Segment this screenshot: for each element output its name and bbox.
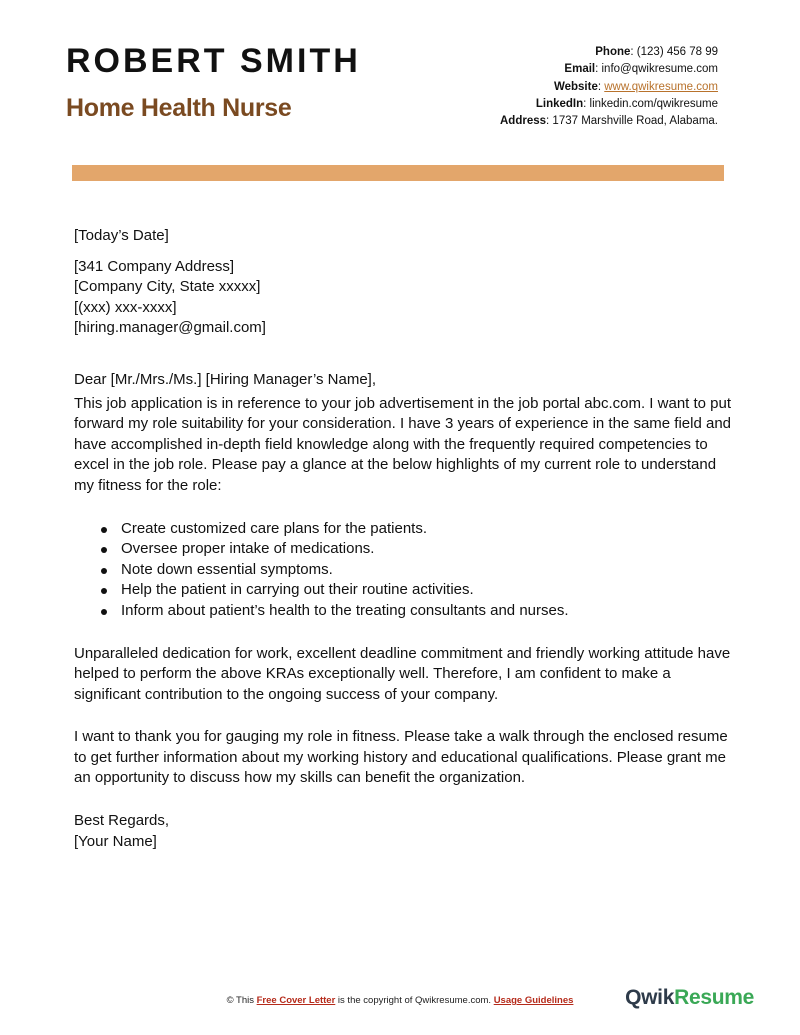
footer-prefix: © This [226,995,257,1006]
address-label: Address [500,115,547,128]
footer-middle: is the copyright of Qwikresume.com. [335,995,494,1006]
logo-part-qwik: Qwik [625,986,675,1009]
accent-divider-bar [72,165,724,181]
website-link[interactable]: www.qwikresume.com [604,80,718,93]
applicant-name: ROBERT SMITH [66,42,361,80]
free-cover-letter-link[interactable]: Free Cover Letter [256,995,336,1006]
address-line: [341 Company Address] [74,257,235,275]
address-line: [hiring.manager@gmail.com] [74,319,266,337]
address-value: 1737 Marshville Road, Alabama. [552,115,718,128]
phone-label: Phone [595,46,631,58]
letter-date: [Today’s Date] [74,227,169,244]
paragraph-thanks: I want to thank you for gauging my role in fitness. Please take a walk through the enclosed resume to get further information about my working history and educational qualifications. Please grant me an opportunity to discuss how my skills can benefit the organization. [74,728,728,787]
email-value: info@qwikresume.com [601,63,718,76]
salutation: Dear [Mr./Mrs./Ms.] [Hiring Manager’s Name], [74,370,377,388]
recipient-address [74,257,734,339]
usage-guidelines-link[interactable]: Usage Guidelines [493,995,574,1006]
address-line: [Company City, State xxxxx] [74,278,261,296]
list-item: Oversee proper intake of medications. [121,539,734,560]
list-item: Inform about patient’s health to the treating consultants and nurses. [121,601,734,622]
contact-email: Email: info@qwikresume.com [564,63,718,76]
linkedin-label: LinkedIn [535,97,584,110]
list-item: Note down essential symptoms. [121,560,734,581]
closing: Best Regards, [74,812,170,830]
contact-website: Website: www.qwikresume.com [553,80,718,93]
email-label: Email [564,63,596,76]
website-label: Website [553,80,598,93]
contact-linkedin: LinkedIn: linkedin.com/qwikresume [535,97,718,110]
linkedin-value: linkedin.com/qwikresume [589,97,718,110]
paragraph-intro: This job application is in reference to your job advertisement in the job portal abc.com. I want to put forward my role suitability for your consideration. I have 3 years of experience in the same field and have accomplished in-depth field knowledge along with the frequently required competencies to excel in the job role. Please pay a glance at the below highlights of my current role to understand my fitness for the role: [74,394,732,494]
phone-value: (123) 456 78 99 [636,46,718,58]
logo-part-resume: Resume [674,986,754,1009]
letter-body [74,226,734,852]
contact-phone: Phone: (123) 456 78 99 [595,46,718,58]
contact-address: Address: 1737 Marshville Road, Alabama. [500,115,718,128]
contact-block [500,44,718,130]
job-title: Home Health Nurse [66,94,292,122]
list-item: Help the patient in carrying out their routine activities. [121,580,734,601]
highlights-list [74,519,734,622]
address-line: [(xxx) xxx-xxxx] [74,298,177,316]
qwikresume-logo [625,986,754,1010]
list-item: Create customized care plans for the patients. [121,519,734,540]
signature-name: [Your Name] [74,832,157,850]
paragraph-dedication: Unparalleled dedication for work, excellent deadline commitment and friendly working attitude have helped to perform the above KRAs exceptionally well. Therefore, I am confident to make a significant contribution to the ongoing success of your company. [74,644,731,703]
